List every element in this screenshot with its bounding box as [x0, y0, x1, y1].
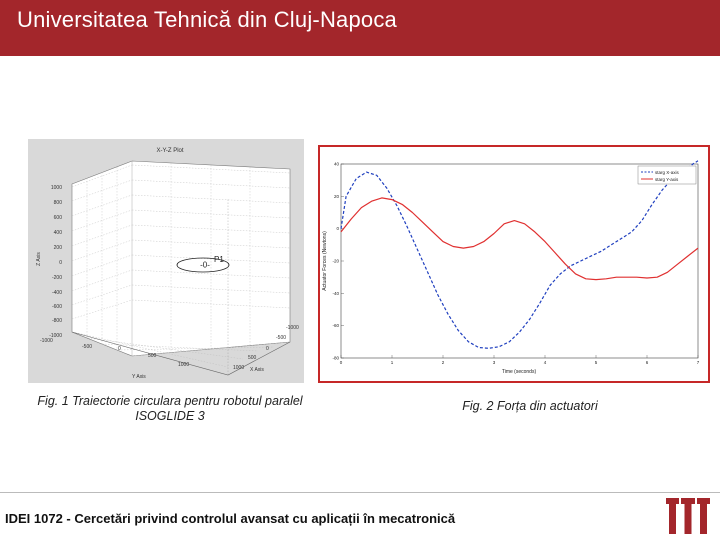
svg-text:0: 0: [118, 346, 121, 352]
plot3d-title: X-Y-Z Plot: [156, 148, 184, 154]
x-tick-label: 1: [390, 360, 394, 365]
university-logo-icon: [664, 496, 712, 536]
y-tick-label: -40: [332, 290, 339, 296]
svg-text:400: 400: [53, 230, 62, 236]
page-title: Universitatea Tehnică din Cluj-Napoca: [17, 7, 397, 32]
plot-area: [341, 164, 698, 358]
svg-text:-400: -400: [51, 290, 62, 296]
y-tick-label: 0: [336, 226, 339, 232]
point-label-p1: P1: [214, 255, 224, 264]
y-tick-label: -20: [332, 258, 339, 264]
x-tick-label: 0: [339, 360, 343, 365]
svg-text:600: 600: [53, 215, 62, 221]
x-tick-label: 3: [492, 360, 496, 365]
figure2-caption: Fig. 2 Forța din actuatori: [462, 399, 598, 413]
svg-text:1000: 1000: [50, 185, 62, 191]
y-tick-label: 20: [333, 193, 339, 199]
svg-text:-1000: -1000: [40, 338, 53, 344]
svg-text:0: 0: [59, 260, 62, 266]
figure1-caption: Fig. 1 Traiectorie circulara pentru robotul paralel ISOGLIDE 3: [37, 394, 303, 423]
svg-text:1000: 1000: [233, 365, 245, 371]
plot3d-box: [72, 161, 290, 356]
svg-text:-800: -800: [51, 318, 62, 324]
x-axis-label: Time (seconds): [501, 369, 537, 375]
svg-text:1000: 1000: [178, 362, 190, 368]
x-tick-label: 7: [696, 360, 700, 365]
point-marker: -0-: [200, 260, 210, 270]
svg-text:800: 800: [53, 200, 62, 206]
header-bar: [0, 0, 720, 56]
footer-text: IDEI 1072 - Cercetări privind controlul avansat cu aplicații în mecatronică: [5, 511, 456, 526]
svg-text:200: 200: [53, 245, 62, 251]
force-chart-svg: [320, 147, 708, 381]
y-tick-label: 40: [333, 161, 339, 167]
figure-force-chart: [318, 145, 710, 383]
x-tick-label: 2: [441, 360, 445, 365]
y-tick-label: -60: [332, 323, 339, 329]
legend-label-y: starg Y-axis: [655, 177, 679, 182]
svg-text:-500: -500: [276, 335, 287, 341]
svg-text:-500: -500: [82, 344, 93, 350]
svg-text:-200: -200: [51, 275, 62, 281]
svg-text:-1000: -1000: [286, 325, 299, 331]
x-tick-label: 5: [594, 360, 598, 365]
y-tick-label: -80: [332, 355, 339, 361]
footer-divider: [0, 492, 720, 493]
svg-text:-600: -600: [51, 304, 62, 310]
plot3d-zlabel: Z Axis: [36, 252, 42, 266]
y-axis-label: Actuator Forces (Newtons): [322, 231, 328, 291]
svg-text:500: 500: [248, 355, 257, 361]
plot3d-ylabel: Y Axis: [132, 374, 146, 380]
legend-label-x: starg X-axis: [655, 170, 679, 175]
x-tick-label: 4: [543, 360, 547, 365]
svg-text:0: 0: [266, 346, 269, 352]
svg-text:-1000: -1000: [49, 333, 62, 339]
figure-3d-svg: [28, 139, 304, 383]
plot3d-xlabel: X Axis: [250, 367, 264, 373]
legend: [638, 166, 696, 184]
svg-text:500: 500: [148, 353, 157, 359]
figure-3d-plot: [28, 139, 304, 383]
x-tick-label: 6: [645, 360, 649, 365]
